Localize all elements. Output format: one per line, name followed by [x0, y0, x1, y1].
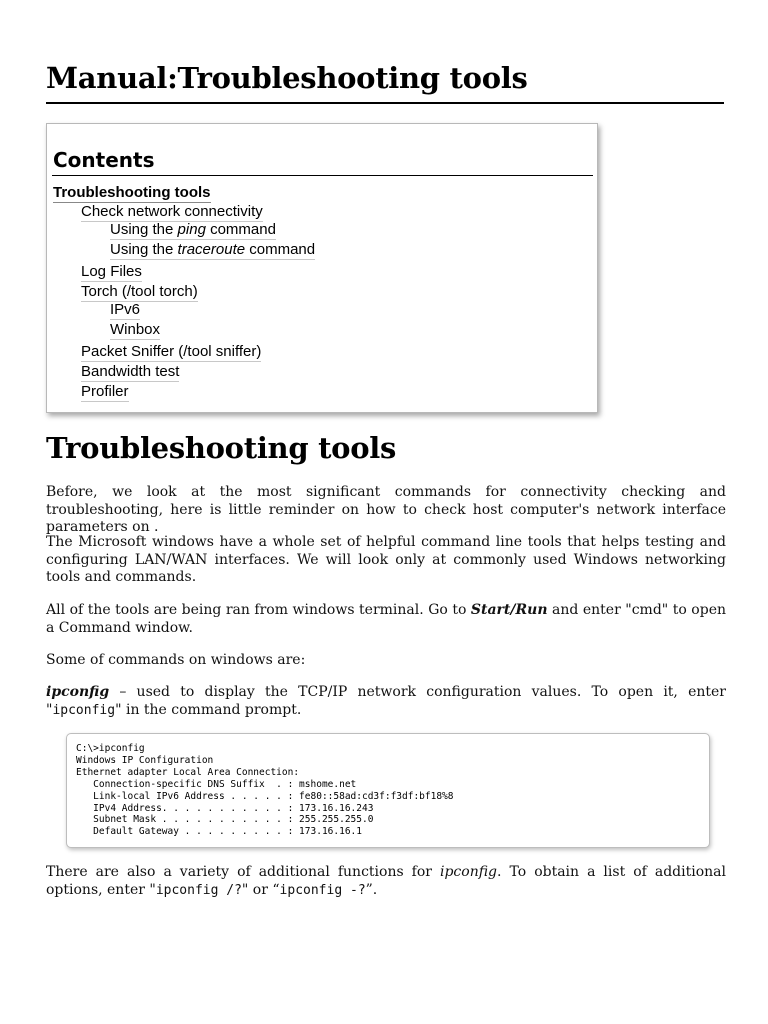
ipconfig-inline-code: ipconfig — [52, 702, 116, 718]
code-line: Default Gateway . . . . . . . . . : 173.16.16.1 — [76, 826, 362, 838]
code-line: C:\>ipconfig — [76, 743, 145, 754]
section-heading: Troubleshooting tools — [46, 431, 397, 465]
toc-link-using-traceroute[interactable]: Using the traceroute command — [110, 241, 316, 258]
paragraph-windows-tools: The Microsoft windows have a whole set of helpful command line tools that helps testing and configuring LAN/WAN interfaces. We will look only at commonly used Windows networking tools and commands. — [46, 534, 726, 585]
code-line: Windows IP Configuration — [76, 754, 214, 766]
start-run-label: Start/Run — [470, 602, 548, 618]
code-line: Ethernet adapter Local Area Connection: — [76, 766, 300, 778]
code-line: IPv4 Address. . . . . . . . . . . : 173.16.16.243 — [76, 802, 374, 814]
toc-divider — [52, 175, 593, 176]
paragraph-ipconfig: ipconfig – used to display the TCP/IP network configuration values. To open it, enter "ipconfig" in the command prompt. — [46, 684, 726, 718]
toc-link-ipv6[interactable]: IPv6 — [110, 301, 141, 318]
title-divider — [46, 102, 724, 104]
toc-link-winbox[interactable]: Winbox — [110, 321, 161, 338]
paragraph-commands-intro: Some of commands on windows are: — [46, 652, 306, 668]
ipconfig-term: ipconfig — [46, 684, 110, 700]
paragraph-intro: Before, we look at the most significant commands for connectivity checking and troubleshooting, here is little reminder on how to check host computer's network interface parameters on . — [46, 484, 726, 535]
toc-link-bandwidth-test[interactable]: Bandwidth test — [81, 363, 180, 380]
toc-link-profiler[interactable]: Profiler — [81, 383, 129, 400]
code-line: Connection-specific DNS Suffix . : mshome.net — [76, 778, 357, 790]
toc-link-packet-sniffer[interactable]: Packet Sniffer (/tool sniffer) — [81, 343, 262, 360]
ipconfig-help-code: ipconfig /? — [155, 882, 242, 898]
toc-link-check-network-connectivity[interactable]: Check network connectivity — [81, 203, 263, 220]
toc-link-troubleshooting-tools[interactable]: Troubleshooting tools — [53, 184, 211, 201]
paragraph-ipconfig-options: There are also a variety of additional functions for ipconfig. To obtain a list of additional options, enter "ipconfig /?" or “ipconfig -?”. — [46, 864, 726, 898]
toc-heading: Contents — [53, 148, 155, 172]
ipconfig-help-alt-code: ipconfig -? — [279, 882, 366, 898]
code-line: Link-local IPv6 Address . . . . . : fe80::58ad:cd3f:f3df:bf18%8 — [76, 790, 454, 802]
page-title: Manual:Troubleshooting tools — [46, 61, 528, 95]
toc-link-log-files[interactable]: Log Files — [81, 263, 142, 280]
toc-link-torch[interactable]: Torch (/tool torch) — [81, 283, 198, 300]
ipconfig-italic: ipconfig — [439, 864, 498, 880]
table-of-contents — [46, 123, 598, 413]
paragraph-terminal: All of the tools are being ran from windows terminal. Go to Start/Run and enter "cmd" to open a Command window. — [46, 602, 727, 636]
code-block — [66, 733, 710, 848]
toc-link-using-ping[interactable]: Using the ping command — [110, 221, 276, 238]
code-line: Subnet Mask . . . . . . . . . . . : 255.255.255.0 — [76, 814, 374, 826]
